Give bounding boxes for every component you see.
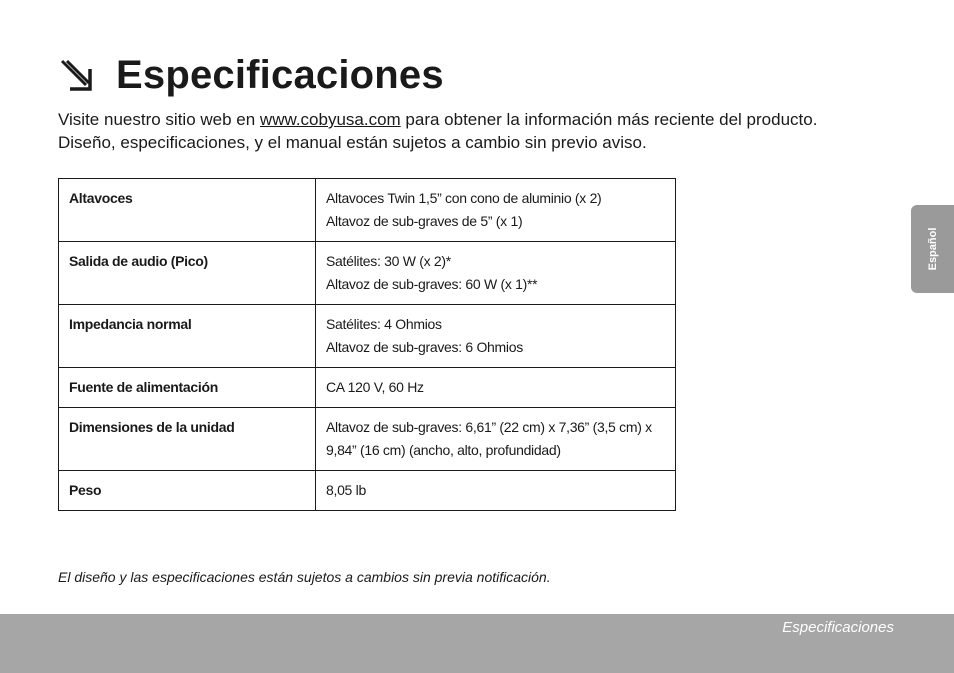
spec-label: Peso bbox=[59, 471, 316, 511]
specifications-table bbox=[58, 178, 676, 511]
spec-value bbox=[316, 179, 676, 242]
spec-row bbox=[59, 471, 676, 511]
spec-row bbox=[59, 368, 676, 408]
spec-value-line: 9,84” (16 cm) (ancho, alto, profundidad) bbox=[326, 442, 561, 458]
spec-label: Dimensiones de la unidad bbox=[59, 408, 316, 471]
page-heading bbox=[58, 48, 444, 102]
spec-row bbox=[59, 408, 676, 471]
footnote: El diseño y las especificaciones están sujetos a cambios sin previa notificación. bbox=[58, 569, 551, 585]
spec-value-line: Altavoz de sub-graves: 6,61” (22 cm) x 7,36” (3,5 cm) x bbox=[326, 419, 652, 435]
footer-bar bbox=[0, 614, 954, 673]
spec-value bbox=[316, 408, 676, 471]
spec-row bbox=[59, 242, 676, 305]
intro-suffix: para obtener la información más reciente del producto. bbox=[400, 110, 818, 129]
spec-value bbox=[316, 305, 676, 368]
spec-value bbox=[316, 242, 676, 305]
spec-value-line: Altavoz de sub-graves de 5” (x 1) bbox=[326, 213, 523, 229]
diagonal-arrow-icon bbox=[58, 57, 94, 93]
spec-label: Impedancia normal bbox=[59, 305, 316, 368]
page-title: Especificaciones bbox=[116, 52, 444, 97]
spec-label: Fuente de alimentación bbox=[59, 368, 316, 408]
intro-text bbox=[58, 108, 898, 154]
spec-value bbox=[316, 368, 676, 408]
spec-value-line: Altavoces Twin 1,5” con cono de aluminio (x 2) bbox=[326, 190, 602, 206]
spec-value-line: 8,05 lb bbox=[326, 482, 366, 498]
spec-value-line: Satélites: 4 Ohmios bbox=[326, 316, 442, 332]
language-tab bbox=[911, 205, 954, 293]
spec-value-line: Altavoz de sub-graves: 60 W (x 1)** bbox=[326, 276, 538, 292]
footer-section-title: Especificaciones bbox=[782, 619, 894, 636]
intro-line-2: Diseño, especificaciones, y el manual están sujetos a cambio sin previo aviso. bbox=[58, 133, 647, 152]
spec-value bbox=[316, 471, 676, 511]
intro-prefix: Visite nuestro sitio web en bbox=[58, 110, 260, 129]
language-tab-label: Español bbox=[926, 227, 939, 271]
spec-row bbox=[59, 305, 676, 368]
spec-value-line: Satélites: 30 W (x 2)* bbox=[326, 253, 451, 269]
website-link[interactable]: www.cobyusa.com bbox=[259, 110, 401, 129]
spec-value-line: CA 120 V, 60 Hz bbox=[326, 379, 424, 395]
spec-value-line: Altavoz de sub-graves: 6 Ohmios bbox=[326, 339, 523, 355]
spec-label: Salida de audio (Pico) bbox=[59, 242, 316, 305]
spec-label: Altavoces bbox=[59, 179, 316, 242]
intro-line-1 bbox=[58, 108, 898, 131]
spec-row bbox=[59, 179, 676, 242]
